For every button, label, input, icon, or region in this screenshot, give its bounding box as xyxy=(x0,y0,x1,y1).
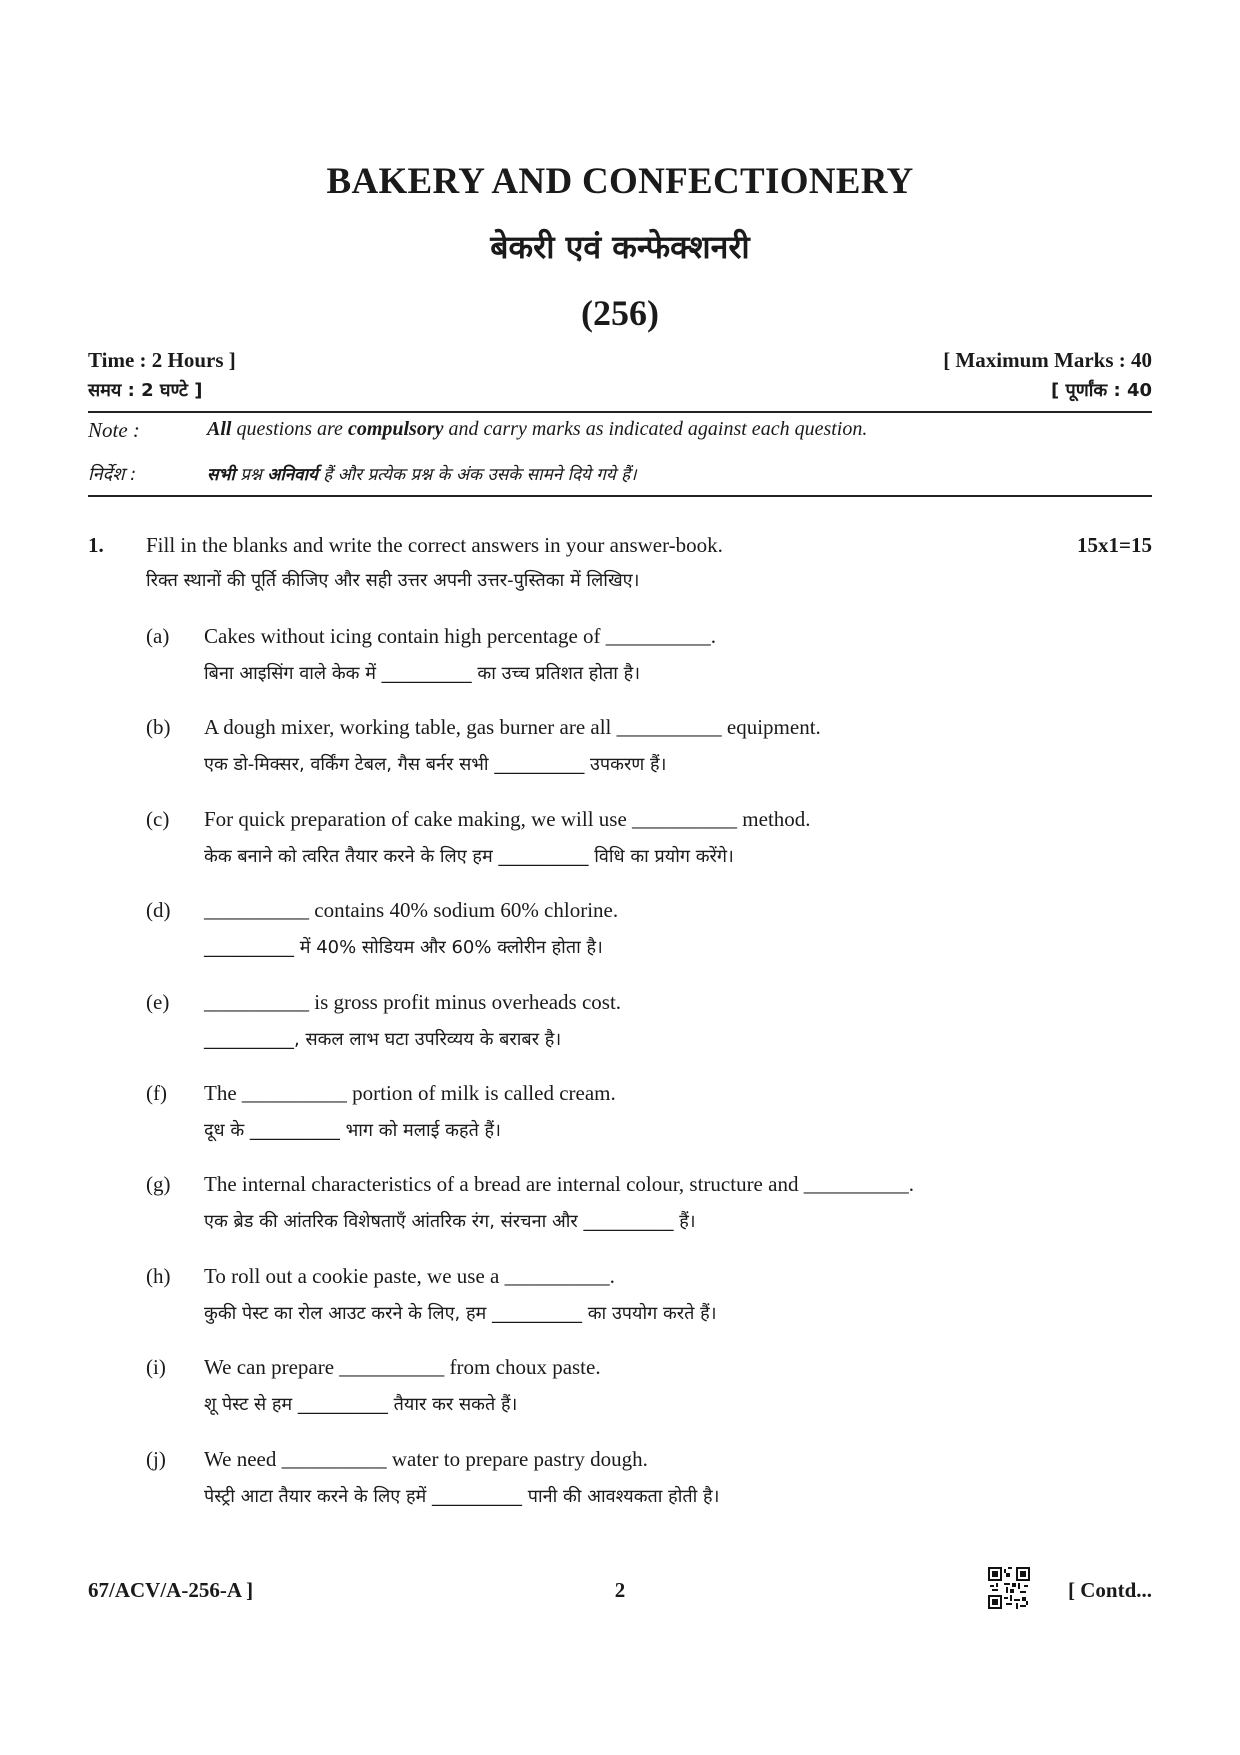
item-text: For quick preparation of cake making, we will use __________ method. xyxy=(204,807,811,831)
question-text: Fill in the blanks and write the correct answers in your answer-book. xyxy=(146,533,723,557)
divider xyxy=(88,411,1152,413)
item-text-hindi: __________, सकल लाभ घटा उपरिव्यय के बराबर है। xyxy=(204,1029,562,1050)
item-text: The internal characteristics of a bread are internal colour, structure and __________. xyxy=(204,1172,914,1196)
item-text-hindi: पेस्ट्री आटा तैयार करने के लिए हमें __________ पानी की आवश्यकता होती है। xyxy=(204,1486,720,1507)
question-marks: 15x1=15 xyxy=(1077,533,1152,557)
item-label: (e) xyxy=(146,990,170,1014)
item-label: (j) xyxy=(146,1447,166,1471)
item-label: (d) xyxy=(146,898,171,922)
page-title: BAKERY AND CONFECTIONERY xyxy=(326,161,914,202)
question-item xyxy=(146,898,1146,978)
question-item xyxy=(146,1081,1146,1161)
item-text-hindi: केक बनाने को त्वरित तैयार करने के लिए हम __________ विधि का प्रयोग करेंगे। xyxy=(204,846,734,867)
item-label: (i) xyxy=(146,1355,166,1379)
divider xyxy=(88,495,1152,497)
item-label: (h) xyxy=(146,1264,171,1288)
subject-code: (256) xyxy=(581,293,659,333)
direction-text-hindi: सभी प्रश्न अनिवार्य हैं और प्रत्येक प्रश्न के अंक उसके सामने दिये गये हैं। xyxy=(207,465,637,485)
item-label: (c) xyxy=(146,807,170,831)
question-item xyxy=(146,624,1146,704)
item-text: __________ is gross profit minus overheads cost. xyxy=(204,990,622,1014)
question-number: 1. xyxy=(88,533,104,557)
item-text: The __________ portion of milk is called cream. xyxy=(204,1081,616,1105)
item-text: We need __________ water to prepare pastry dough. xyxy=(204,1447,648,1471)
question-text-hindi: रिक्त स्थानों की पूर्ति कीजिए और सही उत्तर अपनी उत्तर-पुस्तिका में लिखिए। xyxy=(146,570,640,591)
item-text-hindi: बिना आइसिंग वाले केक में __________ का उच्च प्रतिशत होता है। xyxy=(204,663,641,684)
time-label-hindi: समय : 2 घण्टे ] xyxy=(88,380,203,401)
continued-label: [ Contd... xyxy=(1067,1578,1152,1602)
item-text-hindi: कुकी पेस्ट का रोल आउट करने के लिए, हम __________ का उपयोग करते हैं। xyxy=(204,1303,717,1324)
item-text: To roll out a cookie paste, we use a __________. xyxy=(204,1264,615,1288)
note-label: Note : xyxy=(88,418,140,442)
note-text: All questions are compulsory and carry marks as indicated against each question. xyxy=(207,418,868,440)
item-text-hindi: शू पेस्ट से हम __________ तैयार कर सकते हैं। xyxy=(204,1394,518,1415)
time-label: Time : 2 Hours ] xyxy=(88,348,236,372)
question-item xyxy=(146,715,1146,795)
question-item xyxy=(146,807,1146,887)
item-text-hindi: एक डो-मिक्सर, वर्किंग टेबल, गैस बर्नर सभी __________ उपकरण हैं। xyxy=(204,754,667,775)
item-text: __________ contains 40% sodium 60% chlorine. xyxy=(204,898,619,922)
max-marks-label-hindi: [ पूर्णांक : 40 xyxy=(1051,380,1152,401)
item-text-hindi: एक ब्रेड की आंतरिक विशेषताएँ आंतरिक रंग, संरचना और __________ हैं। xyxy=(204,1211,696,1232)
item-text-hindi: दूध के __________ भाग को मलाई कहते हैं। xyxy=(204,1120,501,1141)
item-text: We can prepare __________ from choux paste. xyxy=(204,1355,601,1379)
question-item xyxy=(146,1447,1146,1527)
paper-code: 67/ACV/A-256-A ] xyxy=(88,1578,254,1602)
question-item xyxy=(146,990,1146,1070)
direction-label-hindi: निर्देश : xyxy=(88,464,137,485)
question-item xyxy=(146,1355,1146,1435)
page-title-hindi: बेकरी एवं कन्फेक्शनरी xyxy=(490,228,750,266)
item-label: (f) xyxy=(146,1081,167,1105)
item-label: (g) xyxy=(146,1172,171,1196)
qr-code-icon xyxy=(988,1567,1030,1609)
max-marks-label: [ Maximum Marks : 40 xyxy=(943,348,1152,372)
item-text: Cakes without icing contain high percentage of __________. xyxy=(204,624,717,648)
question-item xyxy=(146,1264,1146,1344)
item-text-hindi: __________ में 40% सोडियम और 60% क्लोरीन होता है। xyxy=(204,937,603,958)
item-label: (a) xyxy=(146,624,170,648)
item-text: A dough mixer, working table, gas burner are all __________ equipment. xyxy=(204,715,821,739)
question-item xyxy=(146,1172,1146,1252)
item-label: (b) xyxy=(146,715,171,739)
page-number: 2 xyxy=(614,1578,626,1602)
